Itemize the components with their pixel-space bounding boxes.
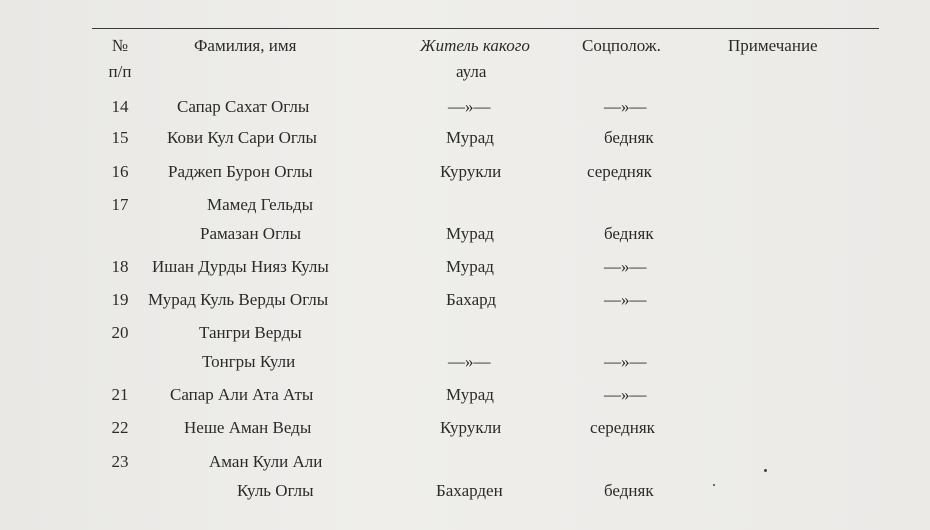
row-num: 20 [111, 323, 129, 342]
row-num: 22 [111, 418, 129, 437]
row-num: 18 [111, 257, 129, 276]
row-name: Куль Оглы [237, 481, 314, 500]
row-name: Рамазан Оглы [200, 224, 302, 243]
row-name: Мамед Гельды [207, 195, 314, 214]
row-name: Сапар Сахат Оглы [177, 97, 310, 116]
row-status: бедняк [604, 481, 654, 500]
row-num: 15 [111, 128, 129, 147]
row-name: Ишан Дурды Нияз Кулы [152, 257, 329, 276]
row-name: Сапар Али Ата Аты [170, 385, 314, 404]
row-name: Мурад Куль Верды Оглы [148, 290, 329, 309]
row-status: бедняк [604, 224, 654, 243]
table-top-rule [92, 28, 879, 29]
row-status: —»— [604, 290, 647, 309]
row-status: середняк [590, 418, 655, 437]
scan-speck [764, 469, 767, 472]
row-num: 14 [111, 97, 129, 116]
row-status: бедняк [604, 128, 654, 147]
row-village: Курукли [440, 418, 502, 437]
row-village: Мурад [446, 224, 494, 243]
row-status: середняк [587, 162, 652, 181]
row-village: Бахарден [436, 481, 503, 500]
row-name: Неше Аман Веды [184, 418, 312, 437]
header-village-line1: Житель какого [420, 36, 530, 55]
row-village: Курукли [440, 162, 502, 181]
row-name: Кови Кул Сари Оглы [167, 128, 317, 147]
row-name: Тангри Верды [199, 323, 302, 342]
header-num-line1: № [111, 36, 129, 55]
row-village: Мурад [446, 385, 494, 404]
row-status: —»— [604, 385, 647, 404]
header-num-line2: п/п [108, 62, 132, 81]
row-village: —»— [448, 352, 491, 371]
row-status: —»— [604, 257, 647, 276]
scan-speck [713, 484, 715, 486]
row-village: Мурад [446, 257, 494, 276]
row-status: —»— [604, 352, 647, 371]
header-name: Фамилия, имя [194, 36, 297, 55]
row-status: —»— [604, 97, 647, 116]
row-name: Аман Кули Али [209, 452, 323, 471]
row-name: Раджеп Бурон Оглы [168, 162, 313, 181]
row-village: Мурад [446, 128, 494, 147]
row-name: Тонгры Кули [202, 352, 296, 371]
row-num: 19 [111, 290, 129, 309]
row-num: 21 [111, 385, 129, 404]
row-village: —»— [448, 97, 491, 116]
header-status: Соцполож. [582, 36, 661, 55]
row-num: 16 [111, 162, 129, 181]
row-num: 17 [111, 195, 129, 214]
row-num: 23 [111, 452, 129, 471]
header-note: Примечание [728, 36, 818, 55]
header-village-line2: аула [456, 62, 487, 81]
row-village: Бахард [446, 290, 497, 309]
